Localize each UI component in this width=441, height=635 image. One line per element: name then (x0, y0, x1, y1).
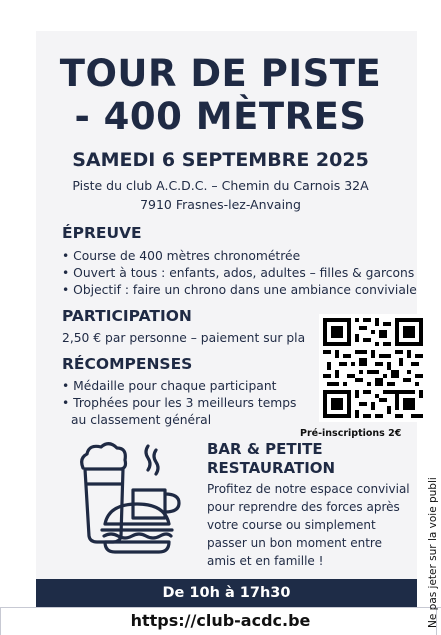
title-line-2: - 400 MÈTRES (74, 95, 367, 138)
side-note (424, 418, 440, 628)
list-item: • Ouvert à tous : enfants, ados, adultes – filles & garcons (62, 265, 417, 282)
title-line-1: TOUR DE PISTE (59, 52, 382, 95)
bar-title-line-1: BAR & PETITE (207, 440, 323, 458)
list-item: • Trophées pour les 3 meilleurs temps (62, 395, 296, 412)
bar-title-line-2: RESTAURATION (207, 459, 336, 477)
sandwich-icon (102, 504, 172, 552)
recompenses-heading: RÉCOMPENSES (62, 355, 193, 373)
list-item: • Médaille pour chaque participant (62, 378, 296, 395)
list-item: • Objectif : faire un chrono dans une ambiance conviviale (62, 282, 417, 299)
website-url-bar (0, 607, 441, 635)
recompenses-continuation: au classement général (71, 413, 212, 427)
qr-code-icon[interactable] (319, 314, 427, 422)
divider (0, 608, 1, 635)
address-line-1: Piste du club A.C.D.C. – Chemin du Carnois 32A (72, 178, 369, 193)
participation-text: 2,50 € par personne – paiement sur pla (62, 331, 306, 345)
epreuve-heading: ÉPREUVE (62, 224, 142, 242)
bar-description: Profitez de notre espace convivial pour reprendre des forces après votre course ou simplement passer un bon moment entre amis et en famille ! (207, 482, 410, 568)
participation-heading: PARTICIPATION (62, 307, 192, 325)
epreuve-list (62, 248, 417, 299)
qr-label: Pré-inscriptions 2€ (300, 428, 402, 439)
food-drink-illustration (75, 438, 195, 560)
list-item: • Course de 400 mètres chronométrée (62, 248, 417, 265)
website-link[interactable]: https://club-acdc.be (130, 611, 311, 630)
beer-glass-icon (82, 444, 126, 542)
event-date: SAMEDI 6 SEPTEMBRE 2025 (72, 149, 369, 171)
opening-hours-band: De 10h à 17h30 (36, 579, 417, 607)
address-line-2: 7910 Frasnes-lez-Anvaing (140, 197, 301, 212)
recompenses-list (62, 378, 296, 412)
side-note-text: Ne pas jeter sur la voie publi (427, 477, 439, 628)
